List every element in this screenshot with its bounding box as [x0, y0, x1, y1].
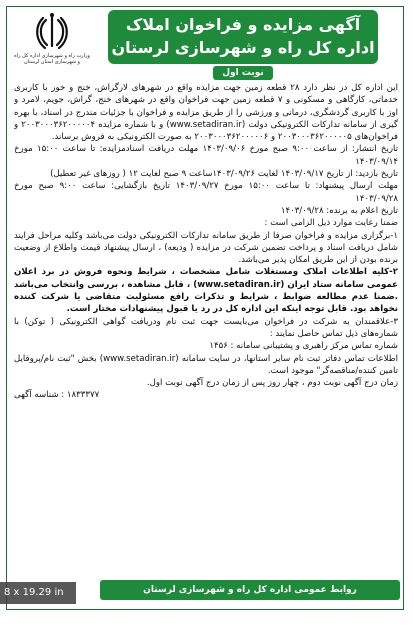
requirements-heading: ضمنا رعایت موارد ذیل الزامی است :	[264, 218, 398, 229]
deadline-date: مهلت ارسال پیشنهاد: تا ساعت ۱۵:۰۰ مورخ ۱۴۰۳/۰۹/۲۷ تاریخ بازگشایی: ساعت ۹:۰۰ صبح مورخ ۱۴۰۳/۰۹/۲۸	[14, 181, 398, 204]
publish-date: تاریخ انتشار: از ساعت ۹:۰۰ صبح مورخ ۱۴۰۳/۰۹/۰۶ مهلت دریافت اسناد‌مزایده: تا ساعت ۱۵:۰۰ مورخ ۱۴۰۳/۰۹/۱۴	[14, 144, 398, 167]
nobat-badge: نوبت اول	[213, 66, 273, 80]
iran-emblem-icon	[35, 12, 69, 52]
size-overlay: 8 x 19.29 in	[0, 582, 76, 604]
requirement-1: ۱-برگزاری مزایده و فراخوان صرفا از طریق سامانه تدارکات الکترونیکی دولت می‌باشد وکلیه مراحل فرایند شامل دریافت اسناد و پرداخت تضمین شرکت در مزایده ( ودیعه) ، ارسال پیشنهاد قیمت واطلاع از وضعیت برنده بودن از این طریق امکان پذیر می‌باشد.	[14, 230, 398, 266]
ad-body	[14, 82, 398, 576]
ministry-caption: وزارت راه و شهرسازی اداره کل راه و شهرسازی استان لرستان	[14, 53, 90, 65]
ad-header	[8, 8, 402, 80]
support-phone: شماره تماس مرکز راهبری و پشتیبانی سامانه : ۱۴۵۶	[209, 341, 398, 352]
requirement-2: ۲-کلیه اطلاعات املاک ومستغلات شامل مشخصات ، شرایط ونحوه فروش در برد اعلان عمومی سامانه ستاد ایران (www.setadiran.ir) ، قابل مشاهده ، بررسی وانتخاب می‌باشد .ضمنا عدم مطالعه ضوابط ، شرایط و تذکرات رافع مسئولیت متقاضی یا شرکت کننده نخواهد بود. قابل توجه اینکه این اداره کل در رد یا قبول پیشنهادات مختار است.	[14, 267, 398, 315]
emblem	[14, 12, 90, 76]
ad-id: ۱۸۳۳۳۷۷ : شناسه آگهی	[14, 390, 100, 401]
intro-paragraph: این اداره کل در نظر دارد ۲۸ قطعه زمین جهت مزایده واقع در شهرهای لارگراش، خنج و خور با کاربری خدماتی، کارگاهی و مسکونی و ۷ قطعه زمین جهت فراخوان واقع در شهرهای خنج، گراش، جویم، لامرد و اوز با کاربری گردشگری، درمانی و ورزشی را از طریق مزایده و فراخوان با جزئیات مندرج در اسناد، با بهره گیری از سامانه تدارکات الکترونیکی دولت (www.setadiran.ir) و با شماره مزایده ۲۰۰۳۰۰۰۳۶۲۰۰۰۰۰۴ و فراخوان‌های ۲۰۰۳۰۰۰۳۶۲۰۰۰۰۰۵ و ۲۰۰۳۰۰۰۳۶۲۰۰۰۰۰۶ به صورت الکترونیکی به فروش برساند.	[14, 83, 398, 143]
second-publish-note: زمان درج آگهی نوبت دوم ، چهار روز پس از زمان درج آگهی نوبت اول.	[146, 378, 398, 389]
title-line-1: آگهی مزایده و فراخوان املاک	[125, 15, 361, 34]
requirement-3: ۳-علاقمندان به شرکت در فراخوان می‌بایست جهت ثبت نام ودریافت گواهی الکترونیکی ( توکن) با شماره‌های ذیل تماس حاصل نمایند :	[14, 316, 398, 339]
winner-date: تاریخ اعلام به برنده: ۱۴۰۳/۰۹/۲۸	[280, 205, 398, 216]
registration-info: اطلاعات تماس دفاتر ثبت نام سایر استانها، در سایت سامانه (www.setadiran.ir) بخش "ثبت نام/پروفایل تامین کننده/مناقصه‌گر" موجود است.	[14, 353, 398, 376]
title-line-2: اداره کل راه و شهرسازی لرستان	[111, 38, 375, 57]
title-banner	[108, 10, 378, 64]
footer-banner: روابط عمومی اداره کل راه و شهرسازی لرستان	[100, 580, 400, 600]
visit-date: تاریخ بازدید: از تاریخ ۱۴۰۳/۰۹/۱۷ لغایت ۱۴۰۳/۰۹/۲۶ساعت ۹ صبح لغایت ۱۲ ( روزهای غیر تعطیل)	[50, 169, 398, 180]
